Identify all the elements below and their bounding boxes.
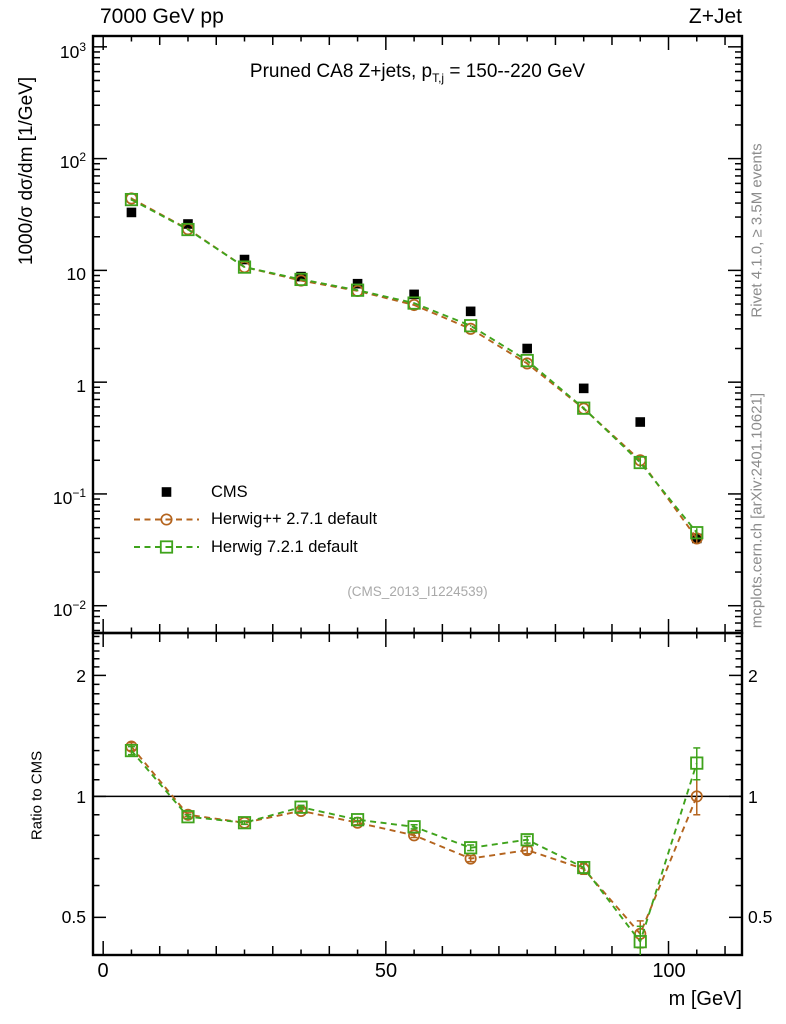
ratio-tick-label-1-right: 1 — [748, 787, 758, 807]
process-label: Z+Jet — [688, 5, 742, 28]
y-tick-base: 10 — [52, 487, 73, 508]
ratio-axis-title: Ratio to CMS — [28, 750, 46, 841]
ratio-tick-label-2-left: 2 — [76, 666, 86, 686]
ratio-tick-label-05-right: 0.5 — [748, 907, 773, 927]
plot-title-prefix: Pruned CA8 Z+jets, p — [249, 61, 433, 82]
mcplots-reference-note: mcplots.cern.ch [arXiv:2401.10621] — [748, 392, 766, 629]
y-tick-base: 1 — [76, 375, 86, 396]
legend-label-cms: CMS — [211, 483, 248, 501]
x-tick-label-50: 50 — [374, 960, 398, 982]
analysis-id-watermark: (CMS_2013_I1224539) — [347, 584, 488, 599]
ratio-tick-label-05-left: 0.5 — [61, 907, 86, 927]
y-tick-exp: 3 — [79, 40, 86, 54]
y-tick-exp: 2 — [79, 150, 86, 164]
x-tick-label-100: 100 — [652, 960, 686, 982]
y-tick-base: 10 — [52, 599, 73, 620]
y-tick-base: 10 — [59, 41, 80, 62]
y-tick-label-10 — [30, 259, 86, 284]
y-tick-base: 10 — [59, 151, 80, 172]
beam-energy-label: 7000 GeV pp — [100, 5, 224, 28]
generator-version-note: Rivet 4.1.0, ≥ 3.5M events — [748, 143, 766, 318]
plot-title-suffix: = 150--220 GeV — [444, 61, 586, 82]
x-tick-label-0: 0 — [97, 960, 109, 982]
ratio-tick-label-1-left: 1 — [76, 787, 86, 807]
y-tick-label-1e2 — [30, 147, 86, 172]
y-axis-title: 1000/σ dσ/dm [1/GeV] — [16, 76, 37, 266]
legend-label-herwig7: Herwig 7.2.1 default — [211, 537, 358, 556]
y-tick-base: 10 — [66, 263, 86, 284]
y-tick-label-1e3 — [30, 37, 86, 62]
y-tick-label-1e-1 — [30, 483, 86, 508]
y-tick-label-1e-2 — [30, 595, 86, 620]
x-axis-title: m [GeV] — [668, 988, 742, 1010]
ratio-tick-label-2-right: 2 — [748, 666, 758, 686]
y-tick-exp: −1 — [72, 486, 86, 500]
plot-title-subscript: T,j — [432, 70, 445, 85]
plot-title — [93, 61, 742, 85]
legend-label-herwigpp: Herwig++ 2.7.1 default — [211, 510, 378, 528]
y-tick-exp: −2 — [72, 598, 86, 612]
y-tick-label-1 — [30, 371, 86, 396]
